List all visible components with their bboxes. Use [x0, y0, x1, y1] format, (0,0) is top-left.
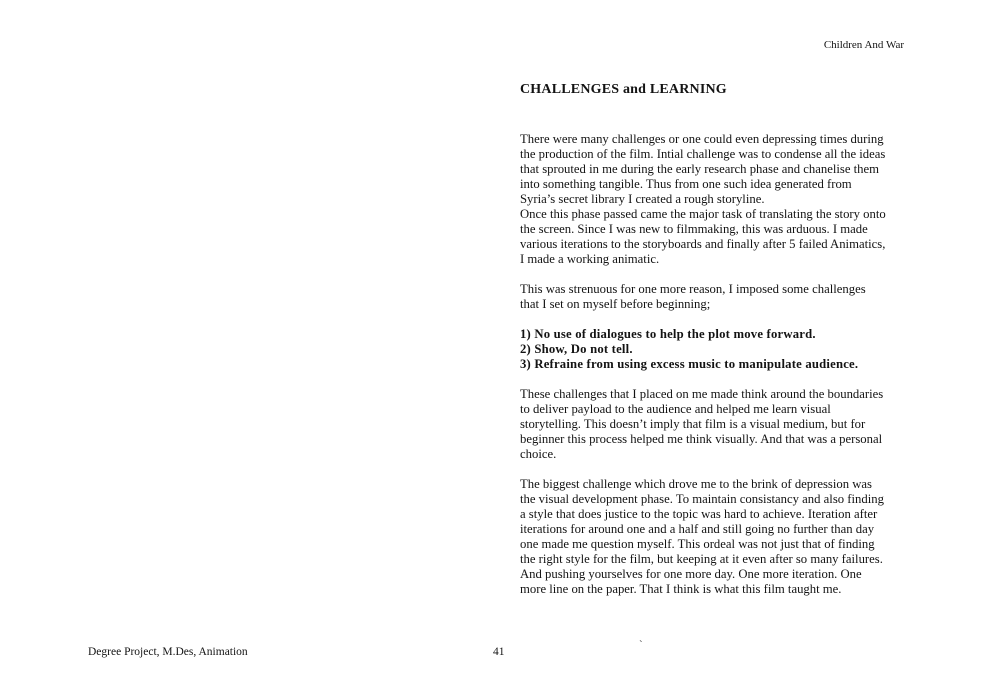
- text-line: This was strenuous for one more reason, I imposed some challenges: [520, 282, 866, 296]
- text-line: beginner this process helped me think visually. And that was a personal: [520, 432, 883, 446]
- text-line: that sprouted in me during the early research phase and chanelise them: [520, 162, 879, 176]
- running-header: Children And War: [823, 39, 904, 51]
- challenge-numbered-list: [520, 327, 920, 372]
- text-line: And pushing yourselves for one more day. One more iteration. One: [520, 567, 862, 581]
- page-number: 41: [493, 646, 505, 658]
- text-line: 3) Refraine from using excess music to manipulate audience.: [520, 357, 859, 371]
- text-line: Syria’s secret library I created a rough storyline.: [520, 192, 765, 206]
- text-line: one made me question myself. This ordeal was not just that of finding: [520, 537, 875, 551]
- text-line: storytelling. This doesn’t imply that film is a visual medium, but for: [520, 417, 866, 431]
- text-line: into something tangible. Thus from one such idea generated from: [520, 177, 852, 191]
- text-line: 2) Show, Do not tell.: [520, 342, 633, 356]
- text-line: various iterations to the storyboards and finally after 5 failed Animatics,: [520, 237, 886, 251]
- chapter-heading: CHALLENGES and LEARNING: [520, 82, 727, 97]
- paragraph-strenuous: [520, 282, 920, 312]
- stray-backtick-mark: `: [639, 639, 643, 651]
- text-line: the production of the film. Intial challenge was to condense all the ideas: [520, 147, 886, 161]
- text-line: the screen. Since I was new to filmmaking, this was arduous. I made: [520, 222, 868, 236]
- footer-caption: Degree Project, M.Des, Animation: [88, 646, 248, 658]
- text-line: more line on the paper. That I think is what this film taught me.: [520, 582, 842, 596]
- text-line: There were many challenges or one could even depressing times during: [520, 132, 884, 146]
- text-line: These challenges that I placed on me made think around the boundaries: [520, 387, 884, 401]
- text-line: 1) No use of dialogues to help the plot move forward.: [520, 327, 816, 341]
- text-line: The biggest challenge which drove me to the brink of depression was: [520, 477, 872, 491]
- text-line: that I set on myself before beginning;: [520, 297, 711, 311]
- text-line: I made a working animatic.: [520, 252, 660, 266]
- paragraph-challenges-intro: [520, 132, 920, 267]
- paragraph-biggest-challenge: [520, 477, 920, 597]
- text-line: Once this phase passed came the major task of translating the story onto: [520, 207, 886, 221]
- text-line: a style that does justice to the topic was hard to achieve. Iteration after: [520, 507, 878, 521]
- body-text-column: [520, 132, 920, 612]
- text-line: the visual development phase. To maintain consistancy and also finding: [520, 492, 884, 506]
- text-line: the right style for the film, but keeping at it even after so many failures.: [520, 552, 883, 566]
- paragraph-visual-storytelling: [520, 387, 920, 462]
- text-line: choice.: [520, 447, 557, 461]
- text-line: to deliver payload to the audience and helped me learn visual: [520, 402, 831, 416]
- text-line: iterations for around one and a half and still going no further than day: [520, 522, 875, 536]
